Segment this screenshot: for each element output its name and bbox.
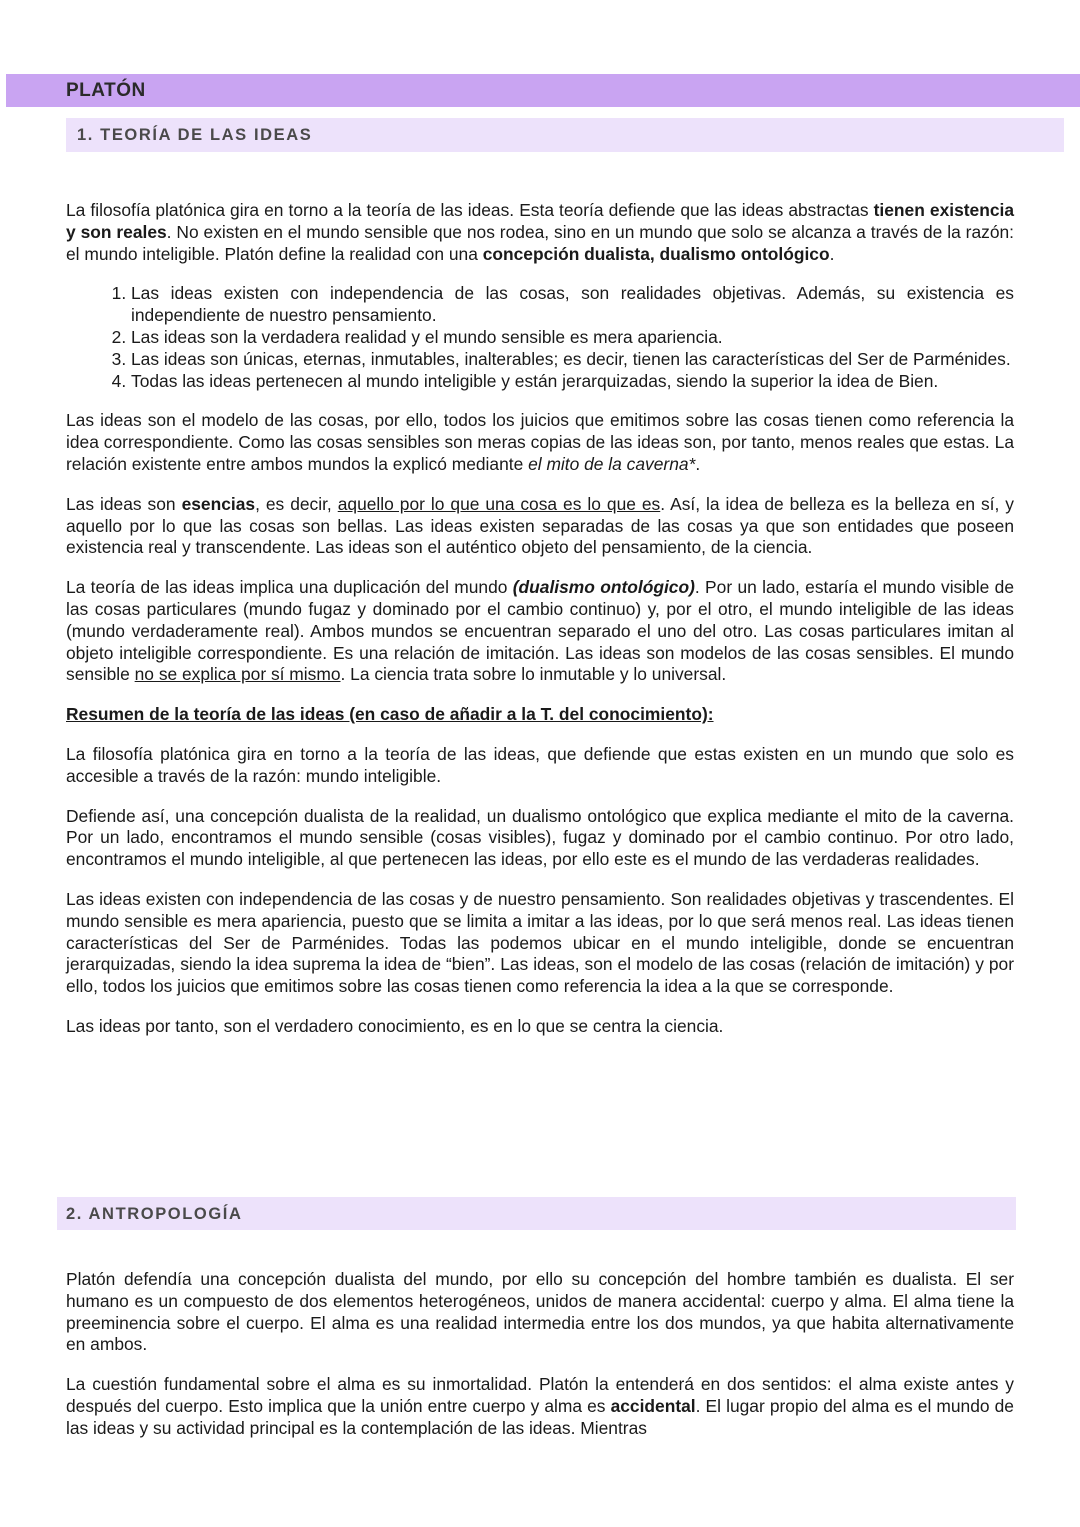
paragraph-resumen-3: Las ideas existen con independencia de las cosas y de nuestro pensamiento. Son realidades objetivas y trascendentes. El mundo sensible es mera apariencia, puesto que se limita a imitar a las ideas, por lo que será menos real. Las ideas tienen características del Ser de Parménides. Todas las podemos ubicar en el mundo inteligible, donde se encuentran jerarquizadas, siendo la idea suprema la idea de “bien”. Las ideas, son el modelo de las cosas (relación de imitación) y por ello, todos los juicios que emitimos sobre las cosas tienen como referencia la idea a la que se corresponde. — [66, 888, 1014, 997]
paragraph-antropologia: Platón defendía una concepción dualista del mundo, por ello su concepción del hombre también es dualista. El ser humano es un compuesto de dos elementos heterogéneos, unidos de manera accidental: cuerpo y alma. El alma tiene la preeminencia sobre el cuerpo. El alma es una realidad intermedia entre los dos mundos, ya que habita alternativamente en ambos. — [66, 1269, 1014, 1355]
list-item: 2. Las ideas son la verdadera realidad y el mundo sensible es mera apariencia. — [131, 327, 1014, 349]
paragraph-duplicacion: La teoría de las ideas implica una duplicación del mundo (dualismo ontológico). Por un lado, estaría el mundo visible de las cosas particulares (mundo fugaz y dominado por el cambio continuo) y, por el otro, el mundo inteligible de las ideas (mundo verdaderamente real). Ambos mundos se encuentran separado el uno del otro. Las cosas particulares imitan al objeto inteligible correspondiente. Es una relación de imitación. Las ideas son modelos de las cosas sensibles. El mundo sensible no se explica por sí mismo. La ciencia trata sobre lo inmutable y lo universal. — [66, 577, 1014, 685]
ideas-characteristics-list — [66, 283, 1014, 392]
section-heading-teoria — [66, 118, 1064, 152]
paragraph-intro: La filosofía platónica gira en torno a la teoría de las ideas. Esta teoría defiende que las ideas abstractas tienen existencia y son reales. No existen en el mundo sensible que nos rodea, sino en un mundo que solo se alcanza a través de la razón: el mundo inteligible. Platón define la realidad con una concepción dualista, dualismo ontológico. — [66, 200, 1015, 264]
paragraph-esencias: Las ideas son esencias, es decir, aquello por lo que una cosa es lo que es. Así, la idea de belleza es la belleza en sí, y aquello por lo que las cosas son bellas. Las ideas existen separadas de las cosas ya que son entidades que poseen existencia real y transcendente. Las ideas son el auténtico objeto del pensamiento, de la ciencia. — [66, 493, 1014, 558]
paragraph-resumen-4: Las ideas por tanto, son el verdadero conocimiento, es en lo que se centra la ciencia. — [66, 1015, 724, 1036]
summary-heading: Resumen de la teoría de las ideas (en caso de añadir a la T. del conocimiento): — [66, 704, 714, 725]
paragraph-alma: La cuestión fundamental sobre el alma es su inmortalidad. Platón la entenderá en dos sentidos: el alma existe antes y después del cuerpo. Esto implica que la unión entre cuerpo y alma es accidental. El lugar propio del alma es el mundo de las ideas y su actividad principal es la contemplación de las ideas. Mientras — [66, 1374, 1014, 1438]
list-item: 1. Las ideas existen con independencia de las cosas, son realidades objetivas. Además, su existencia es independiente de nuestro pensamiento. — [131, 283, 1014, 327]
list-item: 4. Todas las ideas pertenecen al mundo inteligible y están jerarquizadas, siendo la superior la idea de Bien. — [131, 371, 1014, 393]
paragraph-resumen-1: La filosofía platónica gira en torno a la teoría de las ideas, que defiende que estas existen en un mundo que solo es accesible a través de la razón: mundo inteligible. — [66, 743, 1014, 786]
document-title: PLATÓN — [66, 80, 146, 101]
section-heading-label: 1. TEORÍA DE LAS IDEAS — [77, 126, 313, 144]
section-heading-antropologia — [57, 1197, 1016, 1230]
paragraph-resumen-2: Defiende así, una concepción dualista de la realidad, un dualismo ontológico que explica mediante el mito de la caverna. Por un lado, encontramos el mundo sensible (cosas visibles), fugaz y dominado por el cambio continuo. Por otro lado, encontramos el mundo inteligible, al que pertenecen las ideas, por ello este es el mundo de las verdaderas realidades. — [66, 805, 1014, 870]
section-heading-label: 2. ANTROPOLOGÍA — [66, 1205, 243, 1223]
list-item: 3. Las ideas son únicas, eternas, inmutables, inalterables; es decir, tienen las características del Ser de Parménides. — [131, 349, 1014, 371]
section-2-body — [66, 1269, 1014, 1440]
paragraph-modelo: Las ideas son el modelo de las cosas, por ello, todos los juicios que emitimos sobre las cosas tienen como referencia la idea correspondiente. Como las cosas sensibles son meras copias de las ideas son, por tanto, menos reales que estas. La relación existente entre ambos mundos la explicó mediante el mito de la caverna*. — [66, 410, 1014, 474]
document-title-bar — [6, 74, 1080, 107]
section-1-body — [66, 200, 1014, 1038]
